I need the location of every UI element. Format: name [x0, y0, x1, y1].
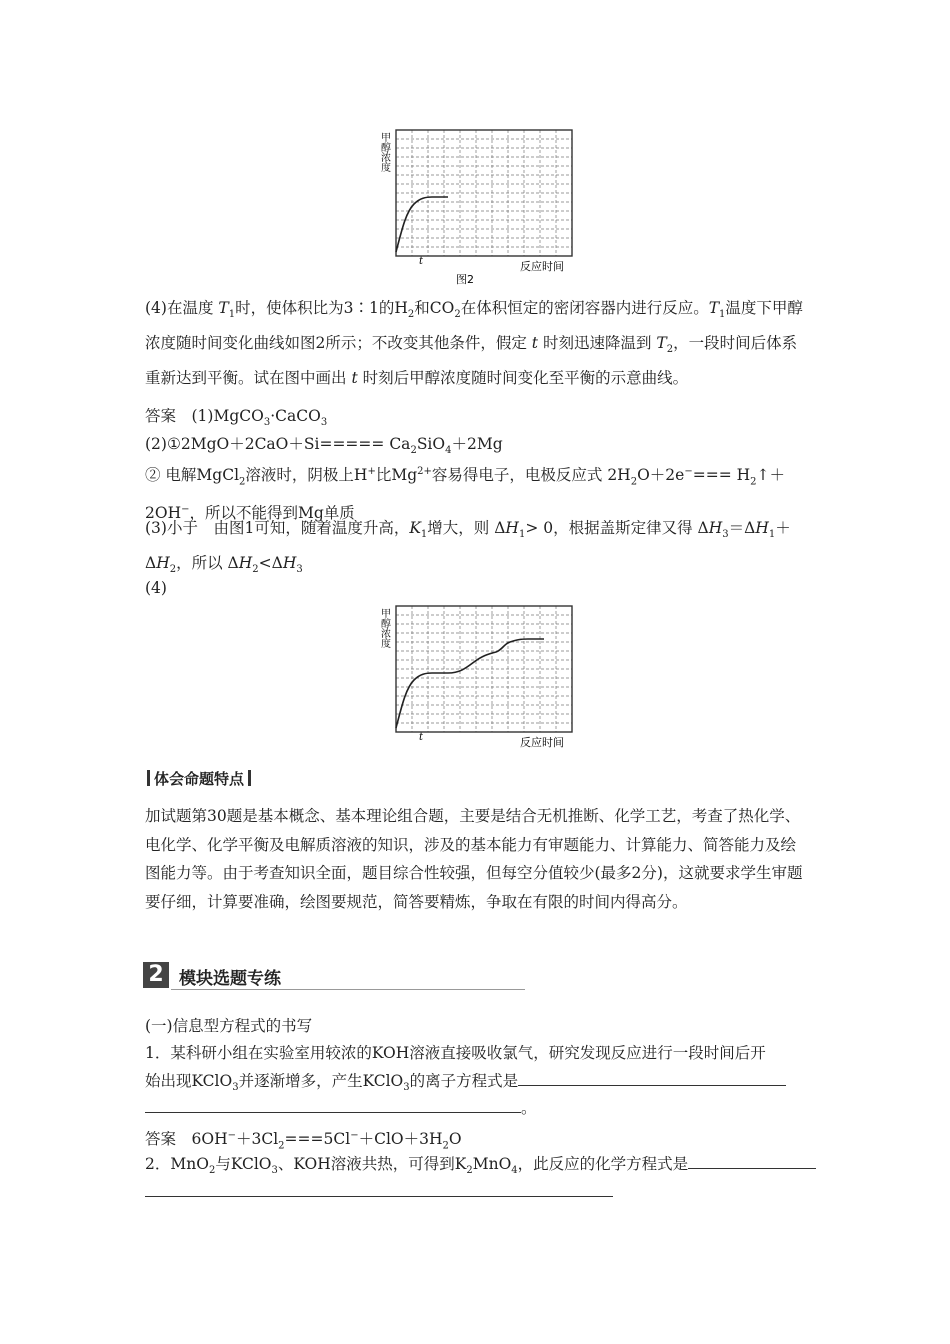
grid [396, 606, 572, 732]
answer-2-1: (2)①2MgO＋2CaO＋Si===== $Ca_2SiO_4+2Mg$ [145, 435, 503, 457]
question-1-line1: 1．某科研小组在实验室用较浓的KOH溶液直接吸收氯气，研究发现反应进行一段时间后开 [145, 1044, 766, 1062]
concentration-curve [396, 639, 544, 728]
subsection-title: (一)信息型方程式的书写 [145, 1017, 313, 1035]
y-axis-label: 甲醇浓度 [378, 608, 390, 648]
answer-figure [370, 600, 590, 752]
answer-blank[interactable] [145, 1098, 521, 1113]
figure-2-chart [370, 124, 590, 294]
answer-1: 答案 (1)MgCO$_3$·CaCO$_3$ [145, 407, 328, 429]
question-2-line1: 2．MnO$_2$与KClO$_3$、KOH溶液共热，可得到$K_2MnO_4$，此反应的化学方程式是 [145, 1154, 810, 1181]
question-1-answer: 答案 $6OH^-+3Cl_2===5Cl^-+ClO+3H_2O$ [145, 1130, 462, 1152]
grid [396, 130, 572, 256]
question-1-line2: 始出现KClO$_3$并逐渐增多，产生KClO$_3$的离子方程式是 [145, 1071, 810, 1098]
module-rule [171, 989, 525, 990]
heading-bar-right [248, 770, 251, 786]
figure-caption: 图2 [456, 273, 474, 286]
answer-blank[interactable] [518, 1071, 786, 1086]
module-header [143, 962, 525, 990]
t-label: t [419, 732, 424, 743]
section-title: 体会命题特点 [154, 770, 245, 788]
answer-3: (3)小于 由图1可知，随着温度升高，$K_1$增大，则 $\Delta H_1> 0$，根据盖斯定律又得 $\Delta H_3=\Delta H_1+\Delta H_2$，所以 $\Delta H_2<\Delta H_3$ [145, 519, 791, 576]
concentration-curve [396, 197, 448, 252]
x-axis-label: 反应时间 [520, 736, 564, 749]
answer-blank[interactable] [688, 1154, 816, 1169]
question-4: (4)在温度 $T_1$时，使体积比为3∶1的$H_2$和$CO_2$在体积恒定的密闭容器内进行反应。$T_1$温度下甲醇浓度随时间变化曲线如图2所示；不改变其他条件，假定 t 时刻迅速降温到 $T_2$，一段时间后体系重新达到平衡。试在图中画出 t 时刻后甲醇浓度随时间变化至平衡的示意曲线。 [145, 299, 803, 388]
answer-2-2: ② 电解MgCl$_2$溶液时，阴极上H+比$Mg^{2+}$容易得电子，电极反应式 $2H_2O+2e^-===$ $H_2↑+2OH^-$，所以不能得到Mg单质 [145, 466, 785, 523]
section-heading [143, 768, 255, 789]
module-title: 模块选题专练 [179, 969, 281, 989]
heading-bar-left [147, 770, 150, 786]
t-label: t [419, 256, 424, 267]
answer-blank[interactable] [145, 1182, 613, 1197]
answer-figure-chart [370, 600, 590, 752]
question-2-line2 [145, 1182, 810, 1202]
question-1-line3 [145, 1098, 810, 1118]
figure-2 [370, 124, 590, 294]
y-axis-label: 甲醇浓度 [378, 132, 390, 172]
module-number: 2 [143, 962, 169, 988]
period: 。 [521, 1099, 537, 1117]
section-text: 加试题第30题是基本概念、基本理论组合题，主要是结合无机推断、化学工艺，考查了热化学、电化学、化学平衡及电解质溶液的知识，涉及的基本能力有审题能力、计算能力、简答能力及绘图能力等。由于考查知识全面，题目综合性较强，但每空分值较少(最多2分)，这就要求学生审题要仔细，计算要准确，绘图要规范，简答要精炼，争取在有限的时间内得高分。 [145, 807, 803, 911]
x-axis-label: 反应时间 [520, 260, 564, 273]
answer-4: (4) [145, 579, 167, 597]
